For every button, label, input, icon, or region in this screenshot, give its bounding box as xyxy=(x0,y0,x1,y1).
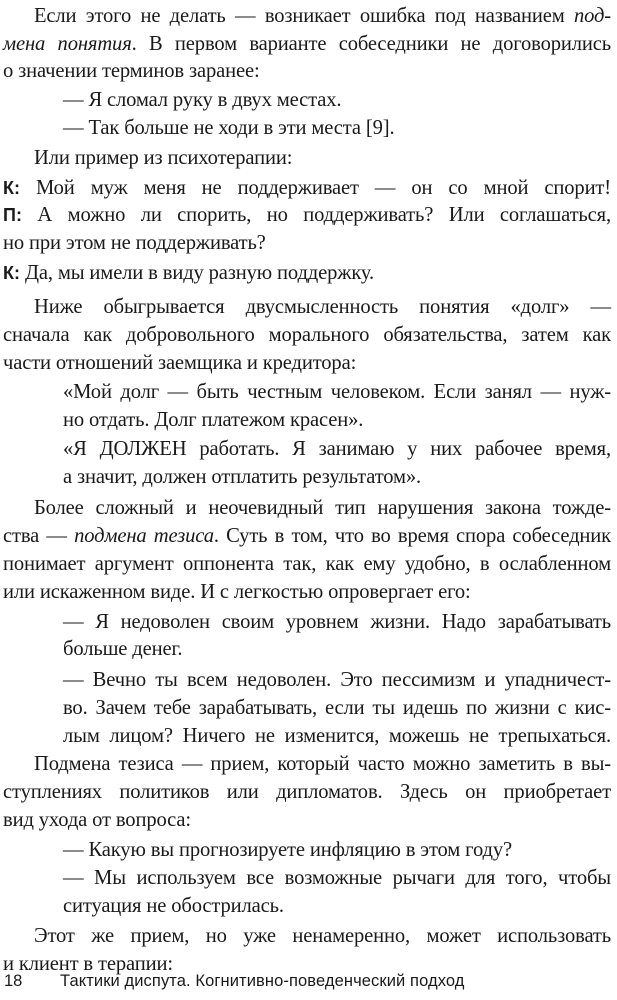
text-segment: лым лицом? Ничего не изменится, можешь не трепыхаться. xyxy=(63,725,611,747)
text-line xyxy=(63,463,421,492)
text-line xyxy=(63,608,611,637)
text-line xyxy=(3,349,356,378)
text-line xyxy=(63,435,611,464)
text-line xyxy=(63,86,341,115)
text-segment: части отношений заемщика и кредитора: xyxy=(3,352,357,374)
text-line xyxy=(3,778,611,807)
text-segment: ступлениях политиков или дипломатов. Здесь он приобретает xyxy=(3,781,611,803)
text-line xyxy=(63,666,611,695)
text-segment: — Я сломал руку в двух местах. xyxy=(63,89,342,111)
text-line xyxy=(3,321,611,350)
text-segment: — Так больше не ходи в эти места [9]. xyxy=(63,117,395,139)
text-line xyxy=(3,522,611,551)
italic-term: под- xyxy=(574,5,611,27)
text-line xyxy=(3,57,260,86)
text-line xyxy=(63,892,284,921)
text-line xyxy=(3,30,611,59)
text-line xyxy=(63,635,182,664)
text-segment: Если этого не делать — возникает ошибка под названием xyxy=(34,5,574,27)
text-segment: — Вечно ты всем недоволен. Это пессимизм и упадничест- xyxy=(63,669,611,691)
text-line xyxy=(34,2,611,31)
text-segment: «Мой долг — быть честным человеком. Если занял — нуж- xyxy=(63,381,611,403)
text-line xyxy=(3,174,611,203)
text-line xyxy=(34,922,611,951)
text-line xyxy=(63,864,611,893)
text-segment: ства — xyxy=(3,525,75,547)
text-segment: во. Зачем тебе зарабатывать, если ты идешь по жизни с кис- xyxy=(63,697,611,719)
text-segment: а значит, должен отплатить результатом». xyxy=(63,466,422,488)
running-title: Тактики диспута. Когнитивно-поведенческий подход xyxy=(60,972,465,990)
text-line xyxy=(63,378,611,407)
text-segment: и клиент в терапии: xyxy=(3,953,173,975)
text-line xyxy=(34,293,611,322)
text-line xyxy=(3,806,191,835)
speaker-label: К: xyxy=(3,178,20,198)
text-segment: . В первом варианте собеседники не договорились xyxy=(131,33,611,55)
speaker-label: К: xyxy=(3,263,20,283)
text-segment: сначала как добровольного морального обязательства, затем как xyxy=(3,324,611,346)
text-segment: ситуация не обострилась. xyxy=(63,895,284,917)
text-segment: больше денег. xyxy=(63,638,183,660)
text-line xyxy=(34,144,292,173)
text-segment: но отдать. Долг платежом красен». xyxy=(63,409,364,431)
text-line xyxy=(3,201,611,230)
text-segment: Или пример из психотерапии: xyxy=(34,147,293,169)
text-line xyxy=(63,836,512,865)
text-line xyxy=(63,722,611,751)
page-number: 18 xyxy=(4,972,23,990)
text-segment: — Мы используем все возможные рычаги для того, чтобы xyxy=(63,867,611,889)
text-line xyxy=(3,259,374,288)
text-segment: Да, мы имели в виду разную поддержку. xyxy=(19,262,374,284)
speaker-label: П: xyxy=(3,205,22,225)
italic-term: мена понятия xyxy=(3,33,132,55)
text-segment: вид ухода от вопроса: xyxy=(3,809,191,831)
text-segment: . Суть в том, что во время спора собеседник xyxy=(213,525,612,547)
text-segment: Этот же прием, но уже ненамеренно, может использовать xyxy=(34,925,611,947)
text-segment: Ниже обыгрывается двусмысленность понятия «долг» — xyxy=(34,296,611,318)
italic-term: подмена тезиса xyxy=(74,525,214,547)
text-segment: А можно ли спорить, но поддерживать? Или соглашаться, xyxy=(21,204,611,226)
text-segment: Мой муж меня не поддерживает — он со мной спорит! xyxy=(19,177,611,199)
text-line xyxy=(34,750,611,779)
text-line xyxy=(63,406,363,435)
text-line xyxy=(63,694,611,723)
text-segment: «Я ДОЛЖЕН работать. Я занимаю у них рабочее время, xyxy=(63,438,611,460)
text-line xyxy=(34,494,611,523)
text-segment: — Я недоволен своим уровнем жизни. Надо зарабатывать xyxy=(63,611,611,633)
text-line xyxy=(3,229,266,258)
text-segment: о значении терминов заранее: xyxy=(3,60,260,82)
text-segment: или искаженном виде. И с легкостью опровергает его: xyxy=(3,581,471,603)
text-line xyxy=(3,578,471,607)
text-line xyxy=(63,114,394,143)
text-line xyxy=(3,550,611,579)
text-segment: — Какую вы прогнозируете инфляцию в этом году? xyxy=(63,839,512,861)
text-segment: но при этом не поддерживать? xyxy=(3,232,266,254)
text-segment: Подмена тезиса — прием, который часто можно заметить в вы- xyxy=(34,753,611,775)
text-segment: понимает аргумент оппонента так, как ему удобно, в ослабленном xyxy=(3,553,611,575)
text-segment: Более сложный и неочевидный тип нарушения закона тожде- xyxy=(34,497,611,519)
